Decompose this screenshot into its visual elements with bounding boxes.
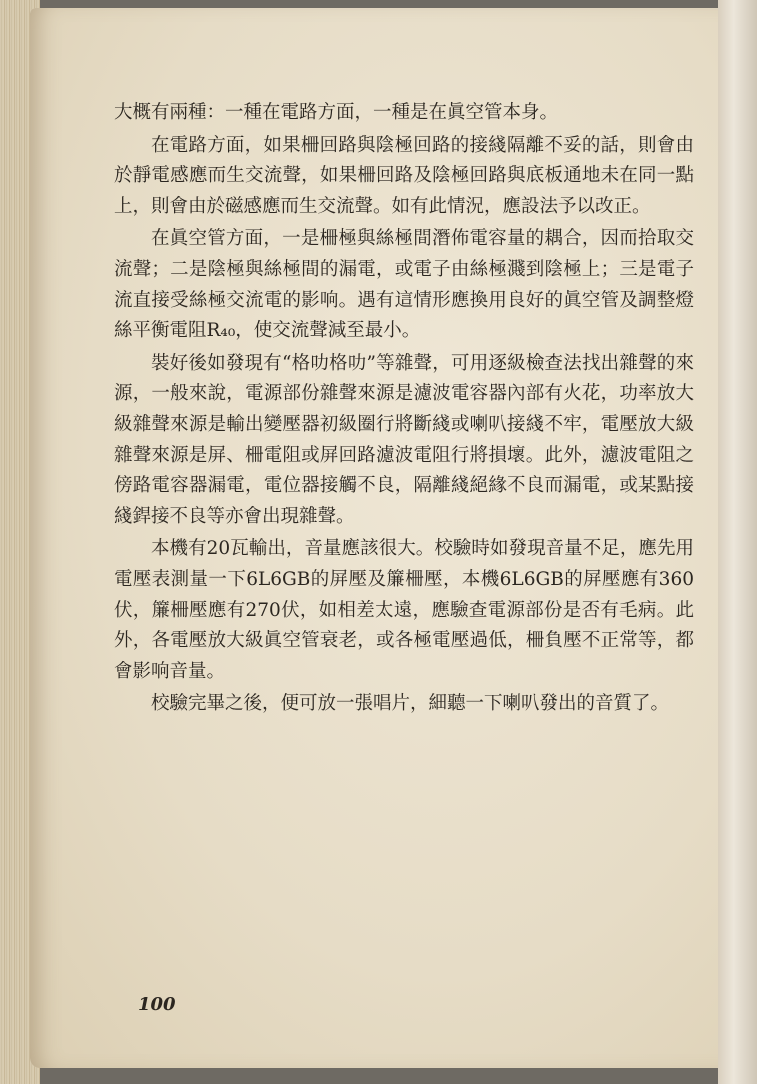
paragraph-4: 裝好後如發現有“格叻格叻”等雜聲，可用逐級檢查法找出雜聲的來源，一般來說，電源部份雜聲來源是濾波電容器內部有火花，功率放大級雜聲來源是輸出變壓器初級圈行將斷綫或喇叭接綫不牢，電壓放大級雜聲來源是屏、柵電阻或屏回路濾波電阻行將損壞。此外，濾波電阻之傍路電容器漏電，電位器接觸不良，隔離綫絕緣不良而漏電，或某點接綫銲接不良等亦會出現雜聲。 <box>114 352 694 527</box>
page-number: 100 <box>138 994 176 1015</box>
paragraph-3: 在眞空管方面，一是柵極與絲極間潛佈電容量的耦合，因而拾取交流聲；二是陰極與絲極間的漏電，或電子由絲極濺到陰極上；三是電子流直接受絲極交流電的影响。遇有這情形應換用良好的眞空管及調整燈絲平衡電阻R₄₀，使交流聲減至最小。 <box>114 228 694 342</box>
facing-page-edge <box>718 0 757 1084</box>
paragraph-2: 在電路方面，如果柵回路與陰極回路的接綫隔離不妥的話，則會由於靜電感應而生交流聲，如果柵回路及陰極回路與底板通地未在同一點上，則會由於磁感應而生交流聲。如有此情況，應設法予以改正。 <box>114 134 694 217</box>
paragraph-1: 大概有兩種：一種在電路方面，一種是在眞空管本身。 <box>114 102 559 123</box>
body-text <box>114 98 694 720</box>
paragraph-5: 本機有20瓦輸出，音量應該很大。校驗時如發現音量不足，應先用電壓表測量一下6L6GB的屏壓及簾柵壓，本機6L6GB的屏壓應有360伏，簾柵壓應有270伏，如相差太遠，應驗查電源部份是否有毛病。此外，各電壓放大級眞空管衰老，或各極電壓過低，柵負壓不正常等，都會影响音量。 <box>114 538 694 682</box>
paragraph-6: 校驗完畢之後，便可放一張唱片，細聽一下喇叭發出的音質了。 <box>151 693 670 715</box>
